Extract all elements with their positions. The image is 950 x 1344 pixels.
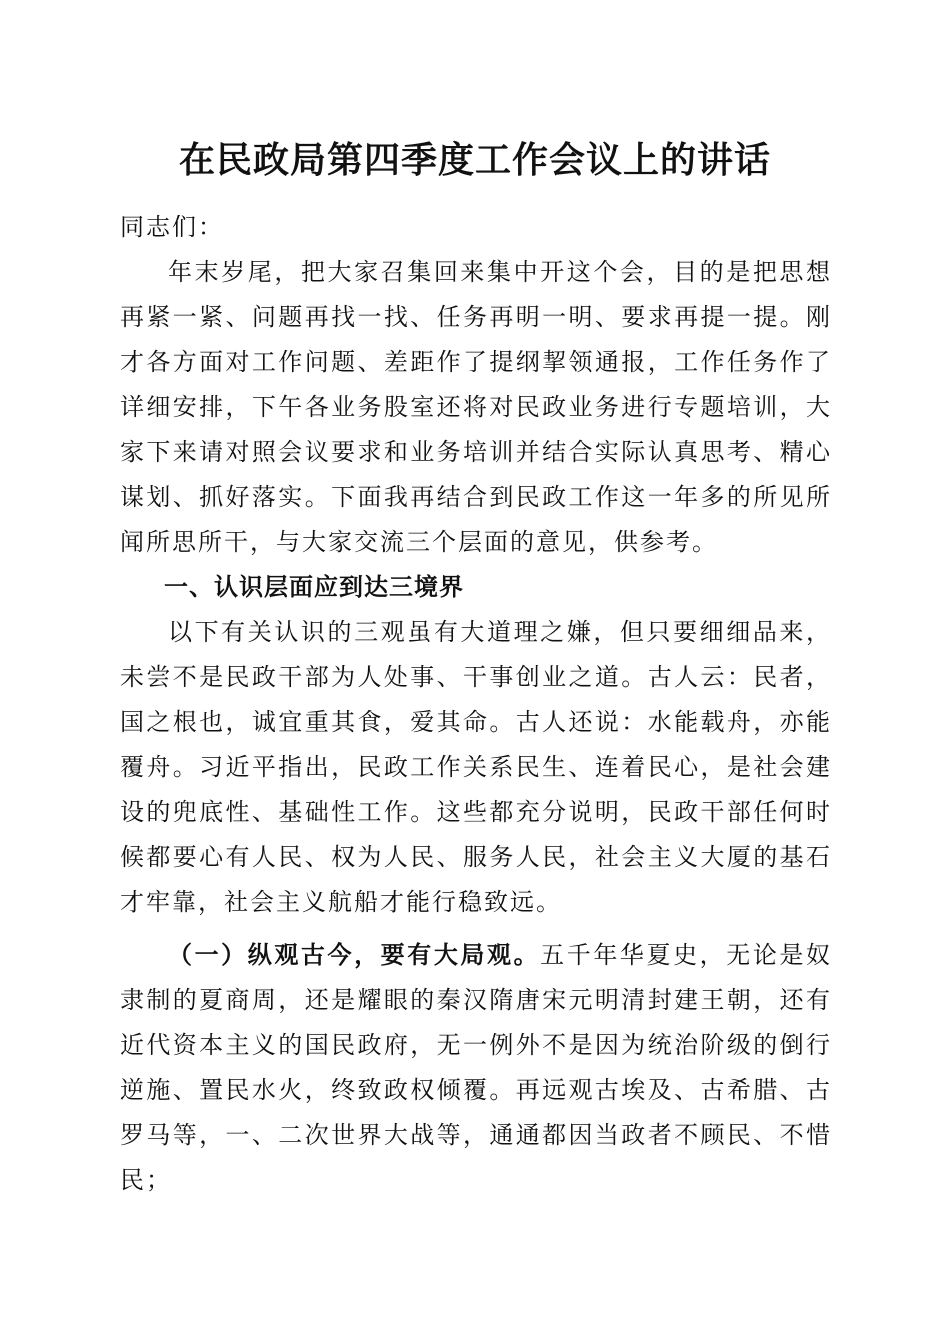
document-title: 在民政局第四季度工作会议上的讲话 (178, 139, 771, 181)
section-paragraph: 以下有关认识的三观虽有大道理之嫌，但只要细细品来，未尝不是民政干部为人处事、干事创业之道。古人云：民者，国之根也，诚宜重其食，爱其命。古人还说：水能载舟，亦能覆舟。习近平指出，民政工作关系民生、连着民心，是社会建设的兜底性、基础性工作。这些都充分说明，民政干部任何时候都要心有人民、权为人民、服务人民，社会主义大厦的基石才牢靠，社会主义航船才能行稳致远。 (120, 618, 832, 916)
document-body (120, 205, 832, 1203)
section-heading: 一、认识层面应到达三境界 (164, 573, 464, 601)
subsection-paragraph (120, 932, 832, 1203)
salutation: 同志们： (120, 213, 224, 241)
subsection-lead: （一）纵观古今，要有大局观。 (168, 940, 541, 969)
subsection-text: 五千年华夏史，无论是奴隶制的夏商周，还是耀眼的秦汉隋唐宋元明清封建王朝，还有近代资本主义的国民政府，无一例外不是因为统治阶级的倒行逆施、置民水火，终致政权倾覆。再远观古埃及、古希腊、古罗马等，一、二次世界大战等，通通都因当政者不顾民、不惜民； (120, 941, 833, 1194)
intro-paragraph: 年末岁尾，把大家召集回来集中开这个会，目的是把思想再紧一紧、问题再找一找、任务再明一明、要求再提一提。刚才各方面对工作问题、差距作了提纲挈领通报，工作任务作了详细安排，下午各业务股室还将对民政业务进行专题培训，大家下来请对照会议要求和业务培训并结合实际认真思考、精心谋划、抓好落实。下面我再结合到民政工作这一年多的所见所闻所思所干，与大家交流三个层面的意见，供参考。 (120, 258, 832, 556)
